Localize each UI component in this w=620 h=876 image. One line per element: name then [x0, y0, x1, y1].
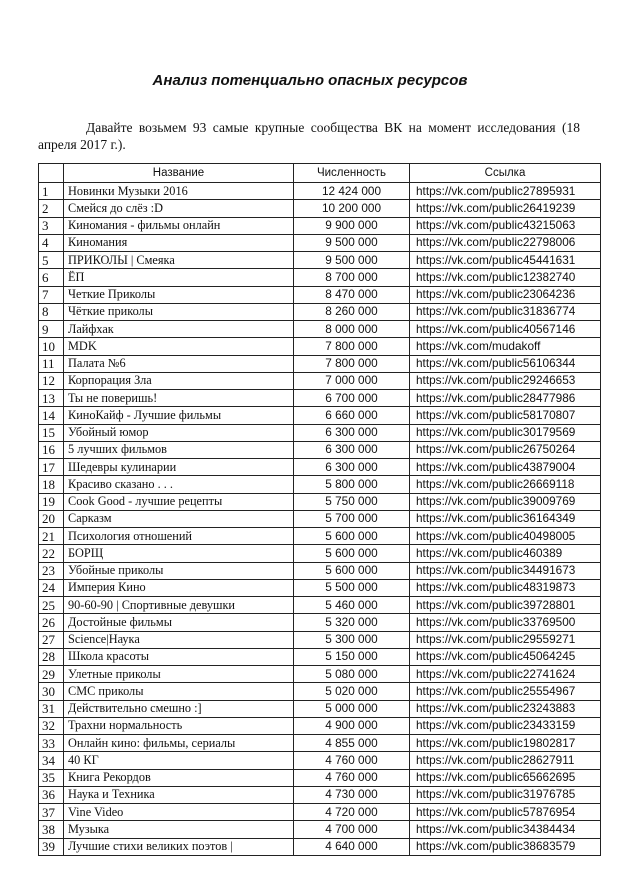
member-count: 5 320 000	[294, 614, 410, 631]
member-count: 8 000 000	[294, 321, 410, 338]
member-count: 8 260 000	[294, 303, 410, 320]
member-count: 9 500 000	[294, 234, 410, 251]
row-number: 16	[39, 441, 64, 458]
member-count: 6 660 000	[294, 407, 410, 424]
table-row	[39, 338, 601, 355]
table-row	[39, 614, 601, 631]
member-count: 4 855 000	[294, 735, 410, 752]
document-title: Анализ потенциально опасных ресурсов	[152, 72, 468, 89]
community-name: Красиво сказано . . .	[64, 476, 294, 493]
community-name: Империя Кино	[64, 579, 294, 596]
member-count: 6 700 000	[294, 390, 410, 407]
table-row	[39, 476, 601, 493]
community-link[interactable]: https://vk.com/public34491673	[410, 562, 601, 579]
table-row	[39, 286, 601, 303]
community-name: 5 лучших фильмов	[64, 441, 294, 458]
community-name: Улетные приколы	[64, 666, 294, 683]
community-name: Психология отношений	[64, 528, 294, 545]
table-row	[39, 700, 601, 717]
table-row	[39, 735, 601, 752]
row-number: 37	[39, 804, 64, 821]
table-row	[39, 200, 601, 217]
member-count: 7 800 000	[294, 355, 410, 372]
row-number: 31	[39, 700, 64, 717]
community-name: Книга Рекордов	[64, 769, 294, 786]
member-count: 5 750 000	[294, 493, 410, 510]
community-name: Действительно смешно :]	[64, 700, 294, 717]
community-name: Лайфхак	[64, 321, 294, 338]
community-name: 40 КГ	[64, 752, 294, 769]
member-count: 9 900 000	[294, 217, 410, 234]
row-number: 19	[39, 493, 64, 510]
community-name: Vine Video	[64, 804, 294, 821]
community-name: Сарказм	[64, 510, 294, 527]
row-number: 17	[39, 459, 64, 476]
member-count: 4 760 000	[294, 769, 410, 786]
header-name: Название	[64, 164, 294, 183]
community-link[interactable]: https://vk.com/public33769500	[410, 614, 601, 631]
table-row	[39, 545, 601, 562]
table-row	[39, 441, 601, 458]
member-count: 5 080 000	[294, 666, 410, 683]
community-link[interactable]: https://vk.com/public56106344	[410, 355, 601, 372]
community-link[interactable]: https://vk.com/public36164349	[410, 510, 601, 527]
member-count: 7 000 000	[294, 372, 410, 389]
member-count: 12 424 000	[294, 183, 410, 200]
member-count: 7 800 000	[294, 338, 410, 355]
table-row	[39, 269, 601, 286]
member-count: 10 200 000	[294, 200, 410, 217]
table-row	[39, 372, 601, 389]
community-link[interactable]: https://vk.com/public45441631	[410, 252, 601, 269]
community-link[interactable]: https://vk.com/public22741624	[410, 666, 601, 683]
community-link[interactable]: https://vk.com/public28627911	[410, 752, 601, 769]
community-name: Музыка	[64, 821, 294, 838]
table-row	[39, 579, 601, 596]
row-number: 7	[39, 286, 64, 303]
member-count: 6 300 000	[294, 424, 410, 441]
row-number: 25	[39, 597, 64, 614]
member-count: 4 760 000	[294, 752, 410, 769]
community-name: Трахни нормальность	[64, 717, 294, 734]
community-link[interactable]: https://vk.com/public38683579	[410, 838, 601, 855]
row-number: 34	[39, 752, 64, 769]
member-count: 4 730 000	[294, 786, 410, 803]
row-number: 22	[39, 545, 64, 562]
table-row	[39, 562, 601, 579]
community-link[interactable]: https://vk.com/public31836774	[410, 303, 601, 320]
member-count: 5 460 000	[294, 597, 410, 614]
header-link: Ссылка	[410, 164, 601, 183]
member-count: 5 600 000	[294, 562, 410, 579]
community-name: Наука и Техника	[64, 786, 294, 803]
header-count: Численность	[294, 164, 410, 183]
row-number: 33	[39, 735, 64, 752]
community-link[interactable]: https://vk.com/public23433159	[410, 717, 601, 734]
community-link[interactable]: https://vk.com/public48319873	[410, 579, 601, 596]
community-name: Лучшие стихи великих поэтов |	[64, 838, 294, 855]
community-link[interactable]: https://vk.com/public28477986	[410, 390, 601, 407]
community-name: Убойные приколы	[64, 562, 294, 579]
table-row	[39, 183, 601, 200]
table-row	[39, 355, 601, 372]
table-row	[39, 804, 601, 821]
table-row	[39, 510, 601, 527]
table-row	[39, 528, 601, 545]
community-name: ПРИКОЛЫ | Смеяка	[64, 252, 294, 269]
row-number: 1	[39, 183, 64, 200]
community-link[interactable]: https://vk.com/public40498005	[410, 528, 601, 545]
row-number: 30	[39, 683, 64, 700]
community-link[interactable]: https://vk.com/public31976785	[410, 786, 601, 803]
community-name: Убойный юмор	[64, 424, 294, 441]
table-row	[39, 648, 601, 665]
row-number: 3	[39, 217, 64, 234]
table-row	[39, 321, 601, 338]
table-row	[39, 217, 601, 234]
community-link[interactable]: https://vk.com/public12382740	[410, 269, 601, 286]
member-count: 8 700 000	[294, 269, 410, 286]
community-link[interactable]: https://vk.com/public34384434	[410, 821, 601, 838]
row-number: 21	[39, 528, 64, 545]
member-count: 6 300 000	[294, 459, 410, 476]
row-number: 4	[39, 234, 64, 251]
community-name: 90-60-90 | Спортивные девушки	[64, 597, 294, 614]
community-name: СМС приколы	[64, 683, 294, 700]
community-name: БОРЩ	[64, 545, 294, 562]
community-link[interactable]: https://vk.com/public65662695	[410, 769, 601, 786]
row-number: 26	[39, 614, 64, 631]
row-number: 24	[39, 579, 64, 596]
community-name: Школа красоты	[64, 648, 294, 665]
table-row	[39, 769, 601, 786]
community-name: Science|Наука	[64, 631, 294, 648]
community-name: Палата №6	[64, 355, 294, 372]
row-number: 23	[39, 562, 64, 579]
member-count: 4 900 000	[294, 717, 410, 734]
community-link[interactable]: https://vk.com/public25554967	[410, 683, 601, 700]
row-number: 39	[39, 838, 64, 855]
community-name: Шедевры кулинарии	[64, 459, 294, 476]
member-count: 4 720 000	[294, 804, 410, 821]
table-header-row	[39, 164, 601, 183]
community-link[interactable]: https://vk.com/public58170807	[410, 407, 601, 424]
community-link[interactable]: https://vk.com/public39009769	[410, 493, 601, 510]
community-link[interactable]: https://vk.com/public39728801	[410, 597, 601, 614]
table-row	[39, 407, 601, 424]
communities-table	[38, 163, 601, 856]
table-row	[39, 631, 601, 648]
row-number: 32	[39, 717, 64, 734]
table-row	[39, 752, 601, 769]
table-row	[39, 666, 601, 683]
community-name: MDK	[64, 338, 294, 355]
community-link[interactable]: https://vk.com/public22798006	[410, 234, 601, 251]
table-row	[39, 838, 601, 855]
community-link[interactable]: https://vk.com/public40567146	[410, 321, 601, 338]
community-name: КиноКайф - Лучшие фильмы	[64, 407, 294, 424]
table-row	[39, 303, 601, 320]
community-link[interactable]: https://vk.com/public460389	[410, 545, 601, 562]
row-number: 15	[39, 424, 64, 441]
community-link[interactable]: https://vk.com/public27895931	[410, 183, 601, 200]
community-link[interactable]: https://vk.com/public45064245	[410, 648, 601, 665]
member-count: 5 020 000	[294, 683, 410, 700]
table-row	[39, 683, 601, 700]
row-number: 35	[39, 769, 64, 786]
table-row	[39, 786, 601, 803]
intro-paragraph: Давайте возьмем 93 самые крупные сообщества ВК на момент исследования (18 апреля 2017 г.).	[38, 120, 580, 152]
community-name: Cook Good - лучшие рецепты	[64, 493, 294, 510]
row-number: 2	[39, 200, 64, 217]
member-count: 5 500 000	[294, 579, 410, 596]
row-number: 13	[39, 390, 64, 407]
community-name: Киномания	[64, 234, 294, 251]
member-count: 5 600 000	[294, 528, 410, 545]
table-row	[39, 252, 601, 269]
community-link[interactable]: https://vk.com/public19802817	[410, 735, 601, 752]
member-count: 9 500 000	[294, 252, 410, 269]
row-number: 12	[39, 372, 64, 389]
row-number: 11	[39, 355, 64, 372]
community-name: Чёткие приколы	[64, 303, 294, 320]
header-number	[39, 164, 64, 183]
community-link[interactable]: https://vk.com/public43879004	[410, 459, 601, 476]
member-count: 5 700 000	[294, 510, 410, 527]
row-number: 6	[39, 269, 64, 286]
member-count: 5 150 000	[294, 648, 410, 665]
community-link[interactable]: https://vk.com/public30179569	[410, 424, 601, 441]
table-row	[39, 424, 601, 441]
member-count: 5 800 000	[294, 476, 410, 493]
row-number: 18	[39, 476, 64, 493]
community-name: ЁП	[64, 269, 294, 286]
community-name: Ты не поверишь!	[64, 390, 294, 407]
community-name: Киномания - фильмы онлайн	[64, 217, 294, 234]
member-count: 5 600 000	[294, 545, 410, 562]
community-name: Смейся до слёз :D	[64, 200, 294, 217]
community-link[interactable]: https://vk.com/public26750264	[410, 441, 601, 458]
community-name: Новинки Музыки 2016	[64, 183, 294, 200]
community-link[interactable]: https://vk.com/public23243883	[410, 700, 601, 717]
member-count: 8 470 000	[294, 286, 410, 303]
community-name: Корпорация Зла	[64, 372, 294, 389]
row-number: 27	[39, 631, 64, 648]
row-number: 20	[39, 510, 64, 527]
row-number: 5	[39, 252, 64, 269]
community-link[interactable]: https://vk.com/public26419239	[410, 200, 601, 217]
community-link[interactable]: https://vk.com/public29246653	[410, 372, 601, 389]
row-number: 8	[39, 303, 64, 320]
member-count: 5 000 000	[294, 700, 410, 717]
community-link[interactable]: https://vk.com/public43215063	[410, 217, 601, 234]
member-count: 6 300 000	[294, 441, 410, 458]
row-number: 14	[39, 407, 64, 424]
community-link[interactable]: https://vk.com/public23064236	[410, 286, 601, 303]
member-count: 4 700 000	[294, 821, 410, 838]
row-number: 29	[39, 666, 64, 683]
row-number: 28	[39, 648, 64, 665]
table-row	[39, 597, 601, 614]
table-row	[39, 390, 601, 407]
row-number: 36	[39, 786, 64, 803]
community-link[interactable]: https://vk.com/public29559271	[410, 631, 601, 648]
community-name: Четкие Приколы	[64, 286, 294, 303]
row-number: 9	[39, 321, 64, 338]
table-row	[39, 493, 601, 510]
community-link[interactable]: https://vk.com/mudakoff	[410, 338, 601, 355]
row-number: 38	[39, 821, 64, 838]
table-row	[39, 821, 601, 838]
table-row	[39, 459, 601, 476]
member-count: 5 300 000	[294, 631, 410, 648]
row-number: 10	[39, 338, 64, 355]
community-name: Достойные фильмы	[64, 614, 294, 631]
table-row	[39, 717, 601, 734]
community-link[interactable]: https://vk.com/public57876954	[410, 804, 601, 821]
community-name: Онлайн кино: фильмы, сериалы	[64, 735, 294, 752]
member-count: 4 640 000	[294, 838, 410, 855]
community-link[interactable]: https://vk.com/public26669118	[410, 476, 601, 493]
table-row	[39, 234, 601, 251]
